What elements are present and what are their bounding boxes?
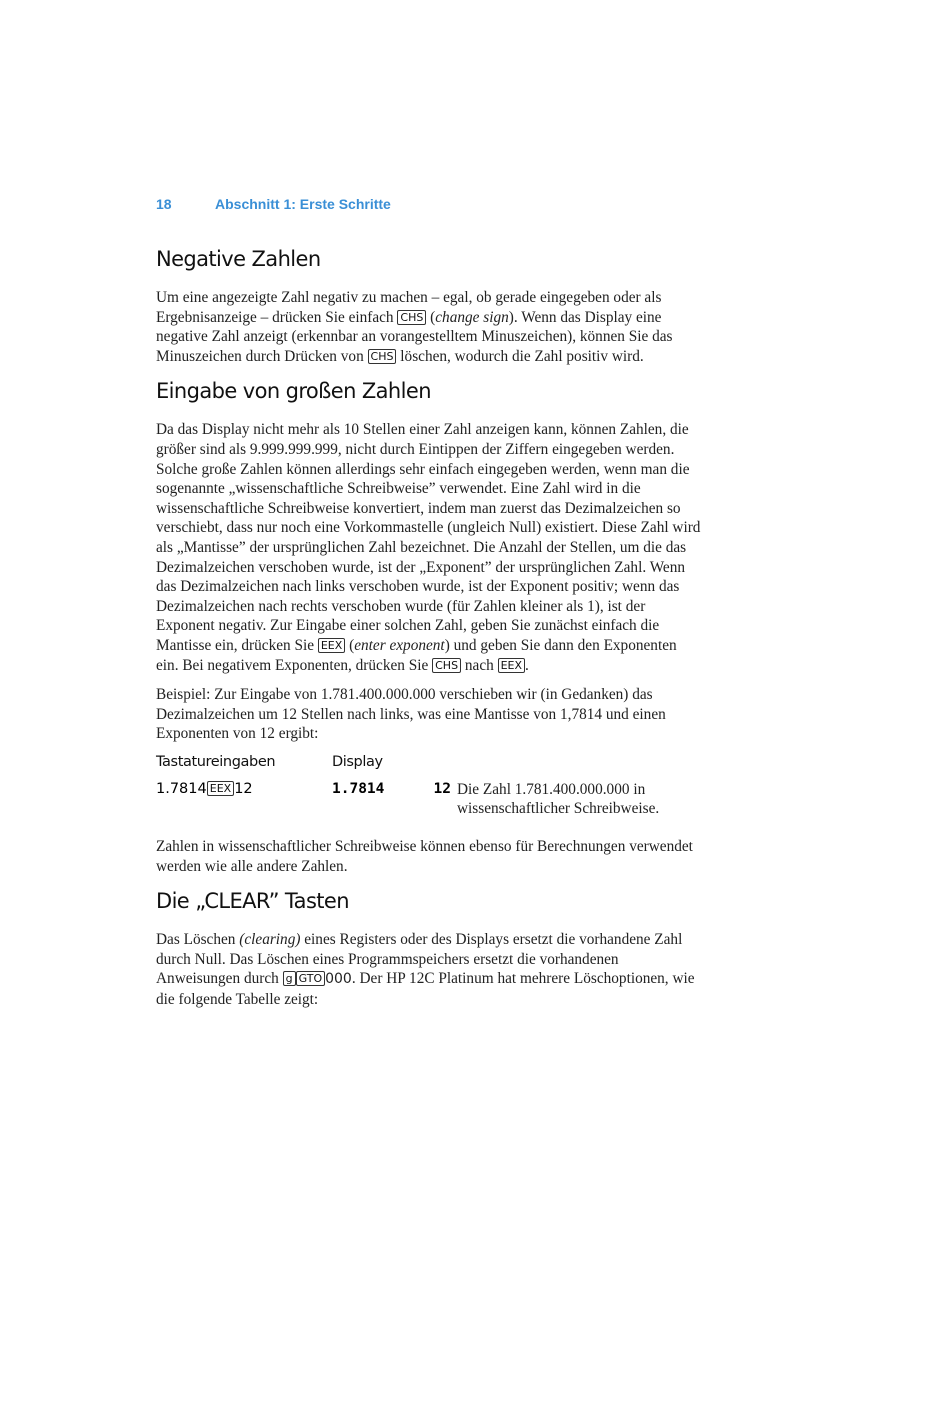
display-cell	[332, 780, 457, 799]
heading-large-numbers: Eingabe von großen Zahlen	[156, 379, 431, 404]
page-content	[156, 244, 701, 1020]
g-key-icon: g	[283, 971, 296, 986]
chs-key-icon: CHS	[397, 310, 426, 325]
heading-negative-numbers: Negative Zahlen	[156, 247, 321, 271]
note-cell: Die Zahl 1.781.400.000.000 in wissenschaftlicher Schreibweise.	[457, 780, 660, 818]
page-number: 18	[156, 196, 172, 212]
display-mantissa: 1.7814	[332, 780, 385, 797]
chs-key-icon: CHS	[432, 658, 461, 673]
column-header-display: Display	[332, 753, 383, 770]
paragraph-calculations: Zahlen in wissenschaftlicher Schreibweise können ebenso für Berechnungen verwendet werden wie alle andere Zahlen.	[156, 838, 693, 875]
section-title: Abschnitt 1: Erste Schritte	[215, 196, 391, 212]
heading-clear-keys: Die „CLEAR” Tasten	[156, 889, 349, 914]
paragraph-example: Beispiel: Zur Eingabe von 1.781.400.000.000 verschieben wir (in Gedanken) das Dezimalzeichen um 12 Stellen nach links, was eine Mantisse von 1,7814 und einen Exponenten von 12 ergibt:	[156, 686, 666, 743]
table-row	[156, 780, 701, 819]
keystroke-cell: 1.7814 EEX 12	[156, 780, 253, 797]
paragraph-scientific-notation: Da das Display nicht mehr als 10 Stellen einer Zahl anzeigen kann, können Zahlen, die größer sind als 9.999.999.999, nicht durch Eintippen der Ziffern eingegeben werden. Solche große Zahlen können allerdings sehr einfach eingegeben werden, wenn man die sogenannte „wissenschaftliche Schreibweise” verwendet. Eine Zahl wird in die wissenschaftliche Schreibweise konvertiert, indem man zuerst das Dezimalzeichen so verschiebt, dass nur noch eine Vorkommastelle (ungleich Null) existiert. Diese Zahl wird als „Mantisse” der ursprünglichen Zahl bezeichnet. Die Anzahl der Stellen, um die das Dezimalzeichen verschoben wurde, ist der „Exponent” der ursprünglichen Zahl. Wenn das Dezimalzeichen nach links verschoben wurde, ist der Exponent positiv; wenn das Dezimalzeichen nach rechts verschoben wurde (für Zahlen kleiner als 1), ist der Exponent negativ. Zur Eingabe einer solchen Zahl, geben Sie zunächst einfach die Mantisse ein, drücken Sie EEX (enter exponent) und geben Sie dann den Exponenten ein. Bei negativem Exponenten, drücken Sie CHS nach EEX .	[156, 421, 701, 674]
eex-key-icon: EEX	[318, 638, 345, 653]
table-header-row	[156, 754, 701, 770]
paragraph-clearing: Das Löschen (clearing) eines Registers oder des Displays ersetzt die vorhandene Zahl durch Null. Das Löschen eines Programmspeichers ersetzt die vorhandenen Anweisungen durch g GTO 000. Der HP 12C Platinum hat mehrere Löschoptionen, wie die folgende Tabelle zeigt:	[156, 931, 695, 1009]
column-header-keystrokes: Tastatureingaben	[156, 753, 276, 770]
keystroke-example-table	[156, 754, 701, 819]
chs-key-icon: CHS	[368, 349, 397, 364]
gto-key-icon: GTO	[296, 971, 326, 986]
paragraph-negative-numbers: Um eine angezeigte Zahl negativ zu machen – egal, ob gerade eingegeben oder als Ergebnisanzeige – drücken Sie einfach CHS (change sign). Wenn das Display eine negative Zahl anzeigt (erkennbar an vorangestelltem Minuszeichen), können Sie das Minuszeichen durch Drücken von CHS löschen, wodurch die Zahl positiv wird.	[156, 289, 673, 365]
eex-key-icon: EEX	[207, 781, 234, 796]
running-header	[156, 196, 391, 212]
eex-key-icon: EEX	[498, 658, 525, 673]
display-exponent: 12	[433, 780, 451, 797]
